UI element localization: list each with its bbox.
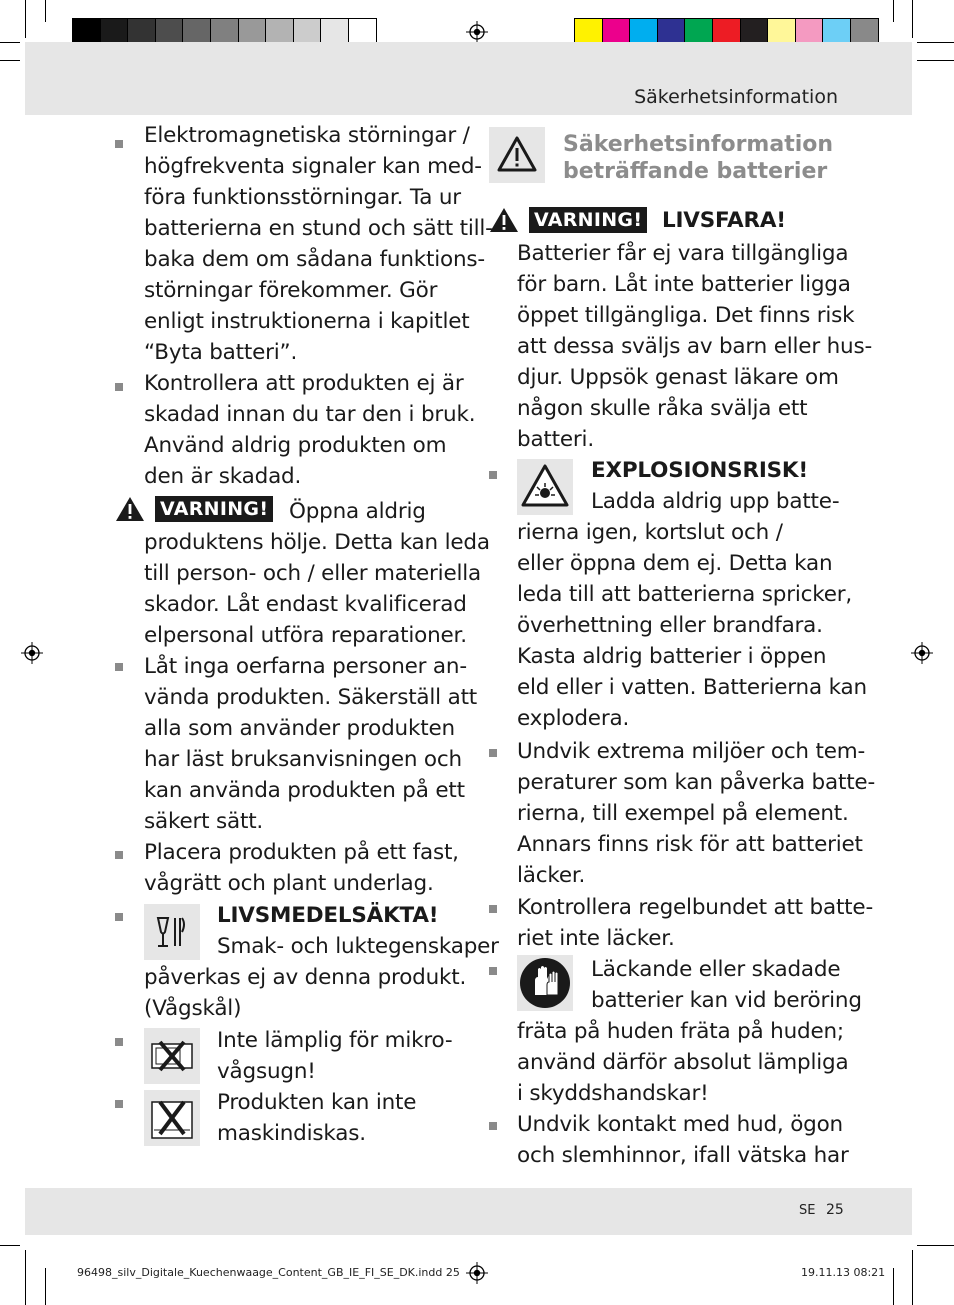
text-line: Kontrollera att produkten ej är (144, 371, 464, 396)
protective-gloves-icon (517, 955, 573, 1011)
text-line: alla som använder produkten (144, 716, 455, 741)
text-line: riet inte läcker. (517, 926, 675, 951)
text-line: Elektromagnetiska störningar / (144, 123, 470, 148)
warning-badge: VARNING! (155, 496, 273, 522)
text-line: den är skadad. (144, 464, 302, 489)
food-safe-icon-box (144, 904, 200, 960)
text-line: eld eller i vatten. Batterierna kan (517, 675, 867, 700)
text-line: Låt inga oerfarna personer an- (144, 654, 467, 679)
text-line: Kasta aldrig batterier i öppen (517, 644, 827, 669)
text-line: Använd aldrig produkten om (144, 433, 447, 458)
gloves-icon-box (517, 955, 573, 1011)
explosive-hazard-icon (517, 459, 573, 515)
bullet-marker (489, 749, 497, 757)
crop-mark (912, 1250, 913, 1305)
no-dishwasher-icon (144, 1090, 200, 1146)
bullet-marker (489, 967, 497, 975)
text-line: batterier kan vid beröring (591, 988, 862, 1013)
text-line: Batterier får ej vara tillgängliga (517, 241, 849, 266)
crop-mark (45, 1268, 46, 1305)
text-line: Annars finns risk för att batteriet (517, 832, 863, 857)
text-line: någon skulle råka svälja ett (517, 396, 808, 421)
text-line: vågsugn! (217, 1059, 316, 1084)
section-heading-line: Säkerhetsinformation (563, 132, 834, 157)
text-line: till person- och / eller materiella (144, 561, 482, 586)
text-line: djur. Uppsök genast läkare om (517, 365, 839, 390)
text-line: påverkas ej av denna produkt. (144, 965, 467, 990)
crop-mark (917, 1245, 954, 1246)
text-line: i skyddshandskar! (517, 1081, 709, 1106)
text-line: kan använda produkten på ett (144, 778, 465, 803)
text-line: fräta på huden fräta på huden; (517, 1019, 844, 1044)
crop-mark (25, 1250, 26, 1305)
text-line: LIVSMEDELSÄKTA! (217, 903, 439, 928)
text-line: föra funktionsstörningar. Ta ur (144, 185, 461, 210)
explosion-icon-box (517, 459, 573, 515)
running-header-title: Säkerhetsinformation (634, 86, 838, 108)
text-line: Läckande eller skadade (591, 957, 841, 982)
registration-mark-icon (466, 1262, 488, 1284)
text-line: elpersonal utföra reparationer. (144, 623, 467, 648)
text-line: säkert sätt. (144, 809, 264, 834)
bullet-marker (115, 140, 123, 148)
bullet-marker (489, 471, 497, 479)
text-line: Inte lämplig för mikro- (217, 1028, 453, 1053)
bullet-marker (115, 1100, 123, 1108)
page-number: 25 (826, 1202, 844, 1218)
crop-mark (0, 60, 20, 61)
text-line: skador. Låt endast kvalificerad (144, 592, 467, 617)
bullet-marker (115, 851, 123, 859)
text-line: att dessa sväljs av barn eller hus- (517, 334, 873, 359)
text-line: Smak- och luktegenskaper (217, 934, 499, 959)
crop-mark (25, 0, 26, 38)
text-line: Kontrollera regelbundet att batte- (517, 895, 874, 920)
warning-triangle-icon (489, 207, 519, 233)
text-line: och slemhinnor, ifall vätska har (517, 1143, 849, 1168)
crop-mark (0, 1245, 20, 1246)
text-line: vända produkten. Säkerställ att (144, 685, 478, 710)
text-line: “Byta batteri”. (144, 340, 298, 365)
text-line: produktens hölje. Detta kan leda (144, 530, 490, 555)
bullet-marker (115, 913, 123, 921)
bullet-marker (115, 383, 123, 391)
bullet-marker (489, 1122, 497, 1130)
food-safe-icon (144, 904, 200, 960)
text-line: störningar förekommer. Gör (144, 278, 438, 303)
crop-mark (917, 42, 954, 43)
no-microwave-icon (144, 1028, 200, 1084)
no-dishwasher-icon-box (144, 1090, 200, 1146)
text-line: Ladda aldrig upp batte- (591, 489, 840, 514)
registration-mark-icon (466, 21, 488, 43)
text-line: för barn. Låt inte batterier ligga (517, 272, 851, 297)
text-line: Placera produkten på ett fast, (144, 840, 459, 865)
bullet-marker (115, 663, 123, 671)
section-heading (563, 131, 833, 185)
warning-triangle-outline-icon (489, 127, 545, 183)
crop-mark (893, 0, 894, 22)
crop-mark (912, 0, 913, 38)
text-line: använd därför absolut lämpliga (517, 1050, 849, 1075)
text-line: baka dem om sådana funktions- (144, 247, 485, 272)
registration-mark-icon (21, 642, 43, 664)
text-line: vågrätt och plant underlag. (144, 871, 434, 896)
footer-band (25, 1188, 912, 1235)
text-line: (Vågskål) (144, 996, 242, 1021)
text-line: batterierna en stund och sätt till- (144, 216, 493, 241)
bullet-marker (489, 905, 497, 913)
no-microwave-icon-box (144, 1028, 200, 1084)
warning-badge: VARNING! (529, 207, 647, 233)
slug-filename: 96498_silv_Digitale_Kuechenwaage_Content_GB_IE_FI_SE_DK.indd 25 (77, 1266, 460, 1279)
text-line: högfrekventa signaler kan med- (144, 154, 482, 179)
section-heading-line: beträffande batterier (563, 159, 828, 184)
text-line: batteri. (517, 427, 594, 452)
crop-mark (893, 1268, 894, 1305)
bullet-marker (115, 1038, 123, 1046)
text-line: EXPLOSIONSRISK! (591, 458, 808, 483)
text-line: Produkten kan inte (217, 1090, 417, 1115)
text-line: explodera. (517, 706, 630, 731)
text-line: läcker. (517, 863, 586, 888)
text-line: öppet tillgängliga. Det finns risk (517, 303, 855, 328)
text-line: eller öppna dem ej. Detta kan (517, 551, 833, 576)
crop-mark (0, 42, 20, 43)
registration-mark-icon (911, 642, 933, 664)
text-line: enligt instruktionerna i kapitlet (144, 309, 470, 334)
text-line: Undvik kontakt med hud, ögon (517, 1112, 843, 1137)
warning-triangle-icon (115, 496, 145, 522)
text-line: överhettning eller brandfara. (517, 613, 823, 638)
language-code: SE (799, 1203, 816, 1218)
section-warning-icon-box (489, 127, 545, 183)
text-line: har läst bruksanvisningen och (144, 747, 462, 772)
text-line: rierna igen, kortslut och / (517, 520, 783, 545)
text-line: rierna, till exempel på element. (517, 801, 849, 826)
crop-mark (45, 0, 46, 22)
text-line: Öppna aldrig (289, 499, 426, 524)
text-line: peraturer som kan påverka batte- (517, 770, 876, 795)
slug-date: 19.11.13 08:21 (801, 1266, 886, 1279)
text-line: skadad innan du tar den i bruk. (144, 402, 476, 427)
danger-of-death-label: LIVSFARA! (662, 208, 786, 233)
crop-mark (917, 60, 954, 61)
text-line: leda till att batterierna spricker, (517, 582, 853, 607)
text-line: Undvik extrema miljöer och tem- (517, 739, 866, 764)
text-line: maskindiskas. (217, 1121, 366, 1146)
